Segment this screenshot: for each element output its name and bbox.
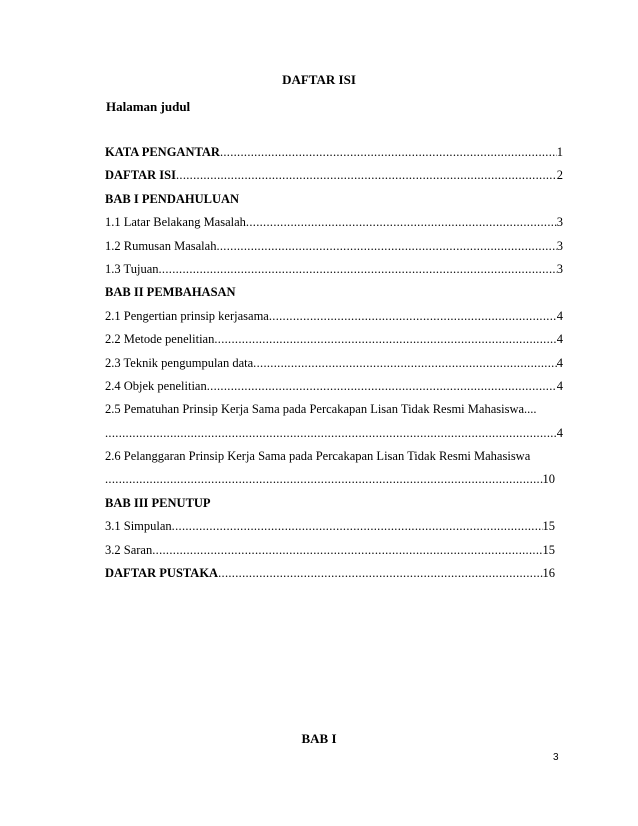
toc-page-number: 3 — [556, 215, 563, 230]
toc-page-number: 2 — [556, 168, 563, 183]
toc-page-number: 4 — [556, 425, 563, 440]
toc-entry — [105, 142, 563, 165]
toc-page-number: 10 — [542, 472, 555, 487]
toc-entry-label: BAB II PEMBAHASAN — [105, 285, 236, 300]
toc-page-number: 4 — [556, 308, 563, 323]
toc-entry-label: 3.1 Simpulan — [105, 519, 172, 534]
toc-entry — [105, 563, 555, 586]
toc-leader-dots — [218, 563, 542, 583]
toc-entry — [105, 423, 563, 446]
page-number: 3 — [553, 752, 559, 763]
subtitle: Halaman judul — [106, 99, 191, 114]
toc-entry-label: 1.3 Tujuan — [105, 261, 159, 276]
toc-entry-label: 2.1 Pengertian prinsip kerjasama — [105, 308, 269, 323]
toc-entry-label: 1.1 Latar Belakang Masalah — [105, 215, 246, 230]
toc-entry — [105, 236, 563, 259]
toc-entry — [105, 165, 563, 188]
toc-leader-dots — [269, 306, 557, 326]
toc-page-number: 3 — [556, 238, 563, 253]
toc-entry-label: DAFTAR ISI — [105, 168, 176, 183]
toc-page-number: 3 — [556, 261, 563, 276]
toc-page-number: 15 — [542, 519, 555, 534]
toc-leader-dots — [159, 259, 557, 279]
table-of-contents — [105, 142, 563, 586]
toc-leader-dots — [214, 329, 556, 349]
toc-entry-label: 2.2 Metode penelitian — [105, 332, 215, 347]
toc-entry — [105, 516, 555, 539]
page-title: DAFTAR ISI — [282, 72, 356, 87]
toc-page-number: 15 — [542, 542, 555, 557]
toc-entry-label: 3.2 Saran — [105, 542, 153, 557]
toc-page-number: 4 — [556, 332, 563, 347]
toc-entry — [105, 399, 563, 422]
toc-entry — [105, 306, 563, 329]
toc-leader-dots — [216, 236, 556, 256]
toc-entry-label: KATA PENGANTAR — [105, 145, 220, 159]
toc-page-number: 4 — [556, 378, 563, 393]
toc-leader-dots — [172, 516, 543, 536]
toc-entry-label: 1.2 Rumusan Masalah — [105, 238, 217, 253]
toc-entry-label: 2.4 Objek penelitian — [105, 378, 207, 393]
toc-entry-label: BAB I PENDAHULUAN — [105, 191, 240, 206]
toc-leader-dots — [246, 212, 557, 232]
toc-entry-label: 2.6 Pelanggaran Prinsip Kerja Sama pada Percakapan Lisan Tidak Resmi Mahasiswa — [105, 449, 531, 464]
toc-leader-dots — [176, 165, 557, 185]
toc-leader-dots — [220, 142, 557, 162]
toc-leader-dots — [105, 423, 557, 443]
toc-leader-dots — [253, 353, 557, 373]
toc-section-heading — [105, 493, 563, 516]
toc-entry — [105, 212, 563, 235]
toc-leader-dots — [152, 540, 542, 560]
toc-page-number: 4 — [556, 355, 563, 370]
toc-entry-label: 2.5 Pematuhan Prinsip Kerja Sama pada Percakapan Lisan Tidak Resmi Mahasiswa.... — [105, 402, 537, 417]
toc-entry — [105, 469, 555, 492]
toc-entry — [105, 329, 563, 352]
toc-leader-dots — [207, 376, 557, 396]
toc-entry — [105, 376, 563, 399]
toc-page-number: 1 — [556, 145, 563, 159]
toc-section-heading — [105, 282, 563, 305]
toc-entry — [105, 540, 555, 563]
next-chapter-heading: BAB I — [301, 731, 337, 746]
toc-entry-label: BAB III PENUTUP — [105, 495, 211, 510]
toc-page-number: 16 — [542, 566, 555, 581]
toc-entry — [105, 446, 563, 469]
toc-leader-dots — [105, 469, 543, 489]
toc-entry — [105, 353, 563, 376]
toc-section-heading — [105, 189, 563, 212]
toc-entry — [105, 259, 563, 282]
toc-entry-label: 2.3 Teknik pengumpulan data — [105, 355, 254, 370]
toc-entry-label: DAFTAR PUSTAKA — [105, 566, 219, 581]
